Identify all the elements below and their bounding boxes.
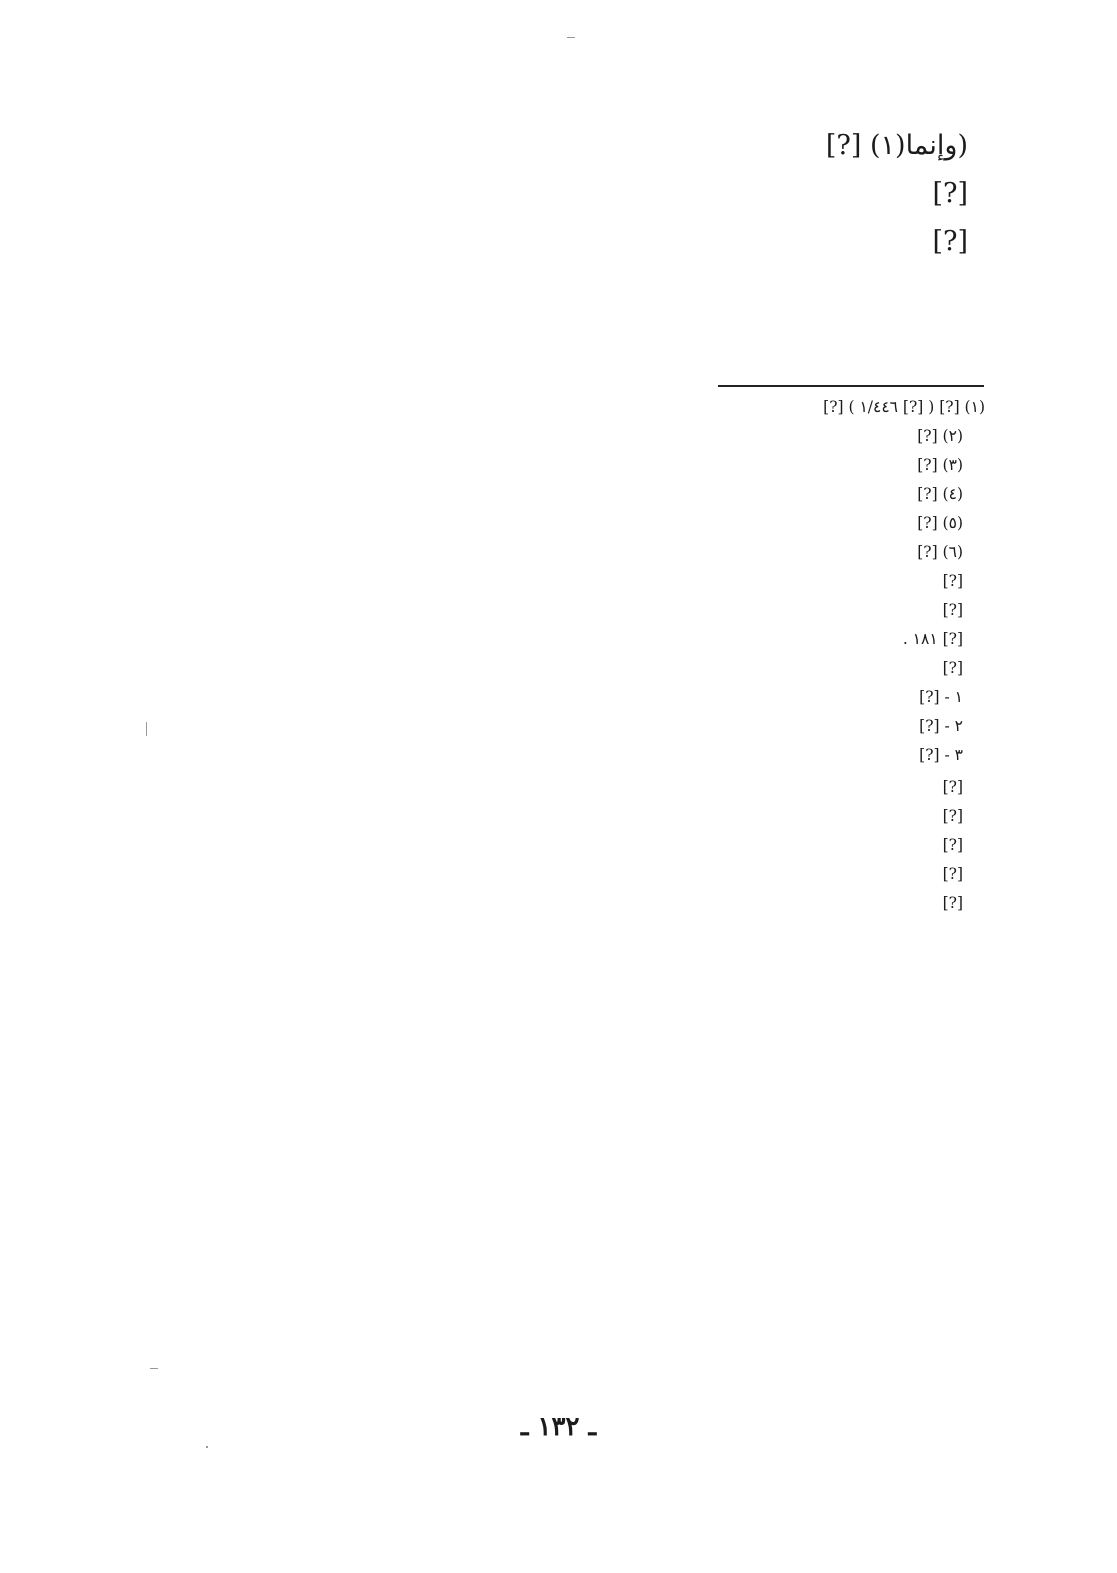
footnote: (١) [?] ( [?] ١/٤٤٦ ) [?] [823, 398, 985, 416]
footnote-paragraph: [?] [942, 778, 963, 796]
footnote: (٥) [?] [917, 514, 963, 532]
main-text-line: (وإنما(١) [?] [825, 130, 968, 161]
scan-dust-mark [206, 1446, 208, 1448]
footnote-reference: ٣ - [?] [919, 746, 963, 764]
footnotes [150, 393, 985, 918]
footnote-paragraph: [?] [942, 659, 963, 677]
footnote-paragraph: [?] [942, 894, 963, 912]
footnote: (٢) [?] [917, 427, 963, 445]
footnote-paragraph: [?] [942, 865, 963, 883]
footnote-paragraph: [?] ١٨١ . [902, 630, 963, 648]
scan-dust-mark [567, 37, 575, 38]
footnote-reference: ٢ - [?] [919, 717, 963, 735]
main-text-line: [?] [932, 178, 968, 209]
footnote: (٤) [?] [917, 485, 963, 503]
footnote-paragraph: [?] [942, 807, 963, 825]
page-number: ـ ١٣٢ ـ [520, 1412, 597, 1442]
footnote: (٦) [?] [917, 543, 963, 561]
footnote-reference: ١ - [?] [919, 688, 963, 706]
footnote-paragraph: [?] [942, 572, 963, 590]
footnote-paragraph: [?] [942, 836, 963, 854]
scan-dust-mark [146, 722, 147, 736]
scan-dust-mark [150, 1368, 158, 1369]
main-text-line: [?] [932, 226, 968, 257]
main-text-block [158, 122, 968, 266]
footnote: (٣) [?] [917, 456, 963, 474]
footnote-paragraph: [?] [942, 601, 963, 619]
footnote-separator [718, 385, 984, 387]
